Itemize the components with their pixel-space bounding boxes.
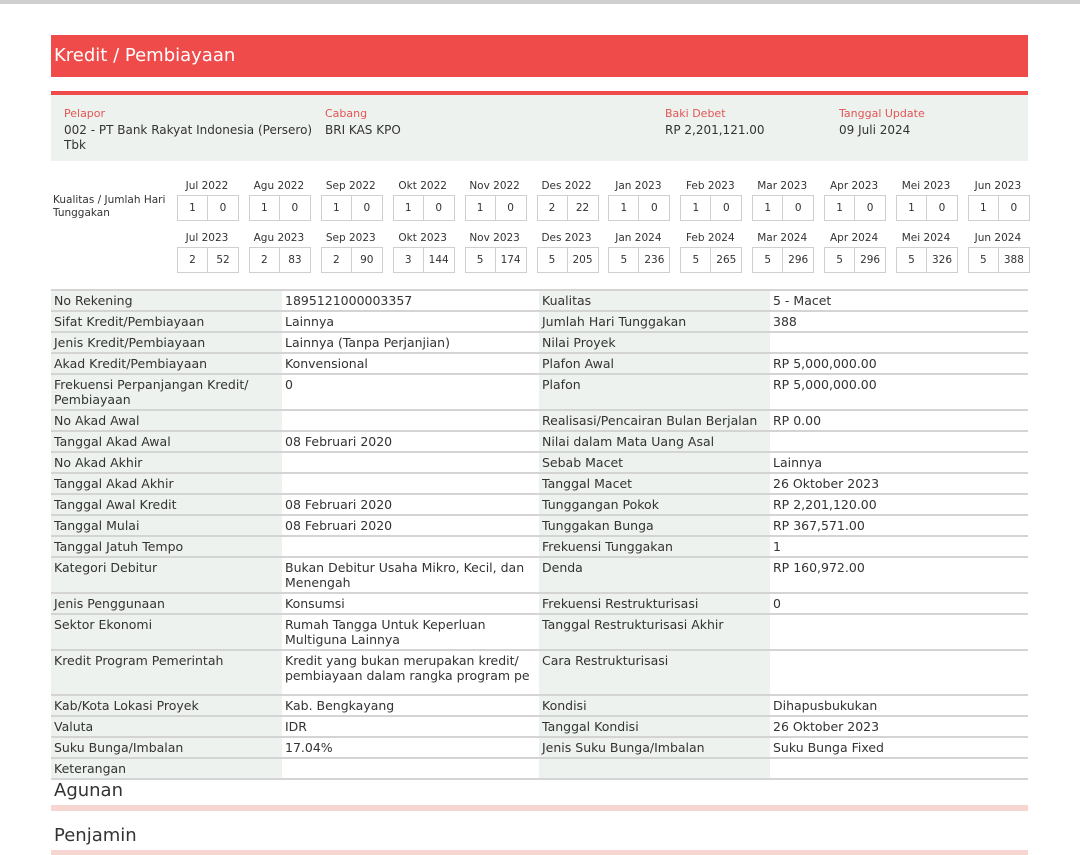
history-month: Agu 2023: [253, 232, 305, 244]
history-kualitas-cell: 1: [321, 195, 352, 221]
history-kualitas-cell: 1: [680, 195, 711, 221]
history-month: Nov 2022: [469, 180, 520, 192]
history-kualitas-cell: 5: [465, 247, 496, 273]
history-kualitas-cell: 1: [896, 195, 927, 221]
detail-value: RP 160,972.00: [770, 558, 1028, 592]
baki-debet-block: [665, 106, 825, 138]
history-hari-cell: 144: [423, 247, 455, 273]
table-row: [51, 291, 1028, 312]
detail-value: [282, 453, 539, 472]
detail-value: Lainnya: [770, 453, 1028, 472]
history-hari-cell: 0: [710, 195, 742, 221]
detail-value: 08 Februari 2020: [282, 432, 539, 451]
history-kualitas-cell: 1: [608, 195, 639, 221]
detail-value: [282, 474, 539, 493]
history-month: Apr 2024: [829, 232, 879, 244]
pelapor-label: Pelapor: [64, 107, 106, 120]
history-hari-cell: 0: [926, 195, 958, 221]
detail-value: [770, 615, 1028, 649]
detail-label: Tanggal Kondisi: [539, 717, 770, 736]
history-month: Mar 2023: [757, 180, 808, 192]
table-row: [51, 696, 1028, 717]
history-month: Des 2023: [541, 232, 592, 244]
table-row: [51, 333, 1028, 354]
detail-label: Sebab Macet: [539, 453, 770, 472]
detail-value: Rumah Tangga Untuk Keperluan Multiguna Lainnya: [282, 615, 539, 649]
detail-value: Lainnya (Tanpa Perjanjian): [282, 333, 539, 352]
detail-label: Nilai Proyek: [539, 333, 770, 352]
table-row: [51, 354, 1028, 375]
history-hari-cell: 0: [351, 195, 383, 221]
history-kualitas-cell: 1: [752, 195, 783, 221]
detail-label: Jenis Penggunaan: [51, 594, 282, 613]
history-kualitas-cell: 2: [249, 247, 280, 273]
history-kualitas-cell: 5: [537, 247, 568, 273]
detail-value: RP 0.00: [770, 411, 1028, 430]
history-month: Apr 2023: [829, 180, 879, 192]
detail-value: RP 367,571.00: [770, 516, 1028, 535]
detail-value: Lainnya: [282, 312, 539, 331]
table-row: [51, 516, 1028, 537]
history-kualitas-cell: 2: [537, 195, 568, 221]
history-hari-cell: 296: [854, 247, 886, 273]
history-kualitas-cell: 1: [249, 195, 280, 221]
detail-value: Kab. Bengkayang: [282, 696, 539, 715]
detail-value: [282, 537, 539, 556]
section-title: Kredit / Pembiayaan: [51, 35, 1028, 77]
history-month: Agu 2022: [253, 180, 305, 192]
history-kualitas-cell: 1: [824, 195, 855, 221]
detail-label: Denda: [539, 558, 770, 592]
history-kualitas-cell: 5: [680, 247, 711, 273]
detail-value: [770, 759, 1028, 778]
table-row: [51, 312, 1028, 333]
history-month: Nov 2023: [469, 232, 520, 244]
detail-value: RP 5,000,000.00: [770, 375, 1028, 409]
credit-details-table: [51, 289, 1028, 780]
pelapor-value: 002 - PT Bank Rakyat Indonesia (Persero) Tbk: [64, 123, 313, 152]
history-kualitas-cell: 1: [465, 195, 496, 221]
detail-label: No Akad Akhir: [51, 453, 282, 472]
baki-debet-label: Baki Debet: [665, 107, 726, 120]
history-kualitas-cell: 2: [321, 247, 352, 273]
table-row: [51, 738, 1028, 759]
detail-label: Nilai dalam Mata Uang Asal: [539, 432, 770, 451]
pelapor-block: [64, 106, 324, 153]
detail-value: [770, 333, 1028, 352]
history-hari-cell: 0: [638, 195, 670, 221]
detail-value: 1: [770, 537, 1028, 556]
detail-label: Plafon: [539, 375, 770, 409]
detail-label: Tanggal Akad Akhir: [51, 474, 282, 493]
report-header: [51, 95, 1028, 161]
detail-label: Sektor Ekonomi: [51, 615, 282, 649]
penjamin-underline: [51, 850, 1028, 855]
detail-value: Suku Bunga Fixed: [770, 738, 1028, 757]
history-hari-cell: 265: [710, 247, 742, 273]
table-row: [51, 432, 1028, 453]
history-month: Okt 2022: [398, 180, 447, 192]
history-kualitas-cell: 5: [896, 247, 927, 273]
detail-value: RP 5,000,000.00: [770, 354, 1028, 373]
detail-value: Kredit yang bukan merupakan kredit/ pembiayaan dalam rangka program pe: [282, 651, 539, 694]
history-month: Mar 2024: [757, 232, 808, 244]
agunan-underline: [51, 805, 1028, 811]
history-month: Jan 2023: [615, 180, 662, 192]
history-month: Jul 2023: [185, 232, 229, 244]
detail-value: Konsumsi: [282, 594, 539, 613]
detail-value: 17.04%: [282, 738, 539, 757]
tanggal-update-value: 09 Juli 2024: [839, 123, 911, 137]
baki-debet-value: RP 2,201,121.00: [665, 123, 765, 137]
table-row: [51, 495, 1028, 516]
history-hari-cell: 0: [423, 195, 455, 221]
detail-value: 26 Oktober 2023: [770, 474, 1028, 493]
table-row: [51, 759, 1028, 780]
history-kualitas-cell: 1: [968, 195, 999, 221]
detail-label: Tanggal Macet: [539, 474, 770, 493]
detail-label: Jenis Kredit/Pembiayaan: [51, 333, 282, 352]
table-row: [51, 411, 1028, 432]
detail-value: 1895121000003357: [282, 291, 539, 310]
top-divider: [0, 0, 1080, 4]
table-row: [51, 453, 1028, 474]
history-kualitas-cell: 2: [177, 247, 208, 273]
detail-label: Kredit Program Pemerintah: [51, 651, 282, 694]
detail-label: Keterangan: [51, 759, 282, 778]
history-month: Feb 2024: [685, 232, 735, 244]
detail-label: Frekuensi Restrukturisasi: [539, 594, 770, 613]
history-hari-cell: 388: [998, 247, 1030, 273]
history-hari-cell: 0: [495, 195, 527, 221]
detail-label: [539, 759, 770, 778]
history-month: Mei 2024: [901, 232, 951, 244]
detail-label: Frekuensi Perpanjangan Kredit/ Pembiayaan: [51, 375, 282, 409]
history-month: Jun 2024: [974, 232, 1022, 244]
detail-label: Tanggal Jatuh Tempo: [51, 537, 282, 556]
detail-label: Akad Kredit/Pembiayaan: [51, 354, 282, 373]
history-month: Jun 2023: [974, 180, 1022, 192]
history-hari-cell: 205: [567, 247, 599, 273]
table-row: [51, 537, 1028, 558]
history-hari-cell: 90: [351, 247, 383, 273]
detail-label: Cara Restrukturisasi: [539, 651, 770, 694]
detail-value: 08 Februari 2020: [282, 516, 539, 535]
detail-label: Suku Bunga/Imbalan: [51, 738, 282, 757]
detail-label: Valuta: [51, 717, 282, 736]
detail-value: Dihapusbukukan: [770, 696, 1028, 715]
history-hari-cell: 52: [207, 247, 239, 273]
table-row: [51, 558, 1028, 594]
detail-value: RP 2,201,120.00: [770, 495, 1028, 514]
history-kualitas-cell: 5: [752, 247, 783, 273]
detail-value: 08 Februari 2020: [282, 495, 539, 514]
detail-value: IDR: [282, 717, 539, 736]
table-row: [51, 594, 1028, 615]
detail-value: Konvensional: [282, 354, 539, 373]
history-hari-cell: 83: [279, 247, 311, 273]
detail-label: Sifat Kredit/Pembiayaan: [51, 312, 282, 331]
detail-label: Kondisi: [539, 696, 770, 715]
detail-label: Tunggakan Bunga: [539, 516, 770, 535]
history-hari-cell: 22: [567, 195, 599, 221]
history-month: Sep 2023: [325, 232, 376, 244]
detail-label: Realisasi/Pencairan Bulan Berjalan: [539, 411, 770, 430]
detail-label: Frekuensi Tunggakan: [539, 537, 770, 556]
detail-label: Tanggal Awal Kredit: [51, 495, 282, 514]
detail-value: 0: [282, 375, 539, 409]
detail-label: No Rekening: [51, 291, 282, 310]
detail-label: Plafon Awal: [539, 354, 770, 373]
agunan-section[interactable]: [51, 780, 1028, 810]
history-month: Feb 2023: [685, 180, 735, 192]
history-hari-cell: 0: [207, 195, 239, 221]
detail-label: Tunggangan Pokok: [539, 495, 770, 514]
history-kualitas-cell: 1: [393, 195, 424, 221]
detail-label: No Akad Awal: [51, 411, 282, 430]
penjamin-section[interactable]: [51, 825, 1028, 855]
detail-label: Tanggal Restrukturisasi Akhir: [539, 615, 770, 649]
detail-value: 0: [770, 594, 1028, 613]
table-row: [51, 474, 1028, 495]
history-month: Okt 2023: [398, 232, 447, 244]
history-kualitas-cell: 5: [824, 247, 855, 273]
history-hari-cell: 296: [782, 247, 814, 273]
history-month: Sep 2022: [325, 180, 376, 192]
history-hari-cell: 0: [782, 195, 814, 221]
tanggal-update-block: [839, 106, 1019, 138]
history-month: Jan 2024: [615, 232, 662, 244]
detail-label: Tanggal Akad Awal: [51, 432, 282, 451]
detail-value: [282, 411, 539, 430]
agunan-title: Agunan: [54, 780, 123, 801]
detail-label: Kategori Debitur: [51, 558, 282, 592]
tanggal-update-label: Tanggal Update: [839, 107, 925, 120]
history-kualitas-cell: 5: [608, 247, 639, 273]
penjamin-title: Penjamin: [54, 825, 137, 846]
table-row: [51, 717, 1028, 738]
history-kualitas-cell: 1: [177, 195, 208, 221]
history-kualitas-cell: 3: [393, 247, 424, 273]
history-month: Des 2022: [541, 180, 592, 192]
history-hari-cell: 0: [998, 195, 1030, 221]
detail-value: [770, 651, 1028, 694]
history-month: Mei 2023: [901, 180, 951, 192]
history-hari-cell: 236: [638, 247, 670, 273]
cabang-label: Cabang: [325, 107, 368, 120]
table-row: [51, 375, 1028, 411]
history-month: Jul 2022: [185, 180, 229, 192]
detail-value: [282, 759, 539, 778]
detail-value: [770, 432, 1028, 451]
cabang-value: BRI KAS KPO: [325, 123, 401, 137]
detail-value: 388: [770, 312, 1028, 331]
table-row: [51, 651, 1028, 696]
detail-label: Jenis Suku Bunga/Imbalan: [539, 738, 770, 757]
history-hari-cell: 0: [279, 195, 311, 221]
detail-value: Bukan Debitur Usaha Mikro, Kecil, dan Menengah: [282, 558, 539, 592]
detail-label: Jumlah Hari Tunggakan: [539, 312, 770, 331]
detail-value: 26 Oktober 2023: [770, 717, 1028, 736]
detail-value: 5 - Macet: [770, 291, 1028, 310]
detail-label: Kualitas: [539, 291, 770, 310]
history-hari-cell: 174: [495, 247, 527, 273]
history-hari-cell: 326: [926, 247, 958, 273]
detail-label: Tanggal Mulai: [51, 516, 282, 535]
cabang-block: [325, 106, 625, 138]
history-hari-cell: 0: [854, 195, 886, 221]
detail-label: Kab/Kota Lokasi Proyek: [51, 696, 282, 715]
kualitas-label: Kualitas / Jumlah Hari Tunggakan: [53, 194, 166, 219]
table-row: [51, 615, 1028, 651]
history-kualitas-cell: 5: [968, 247, 999, 273]
